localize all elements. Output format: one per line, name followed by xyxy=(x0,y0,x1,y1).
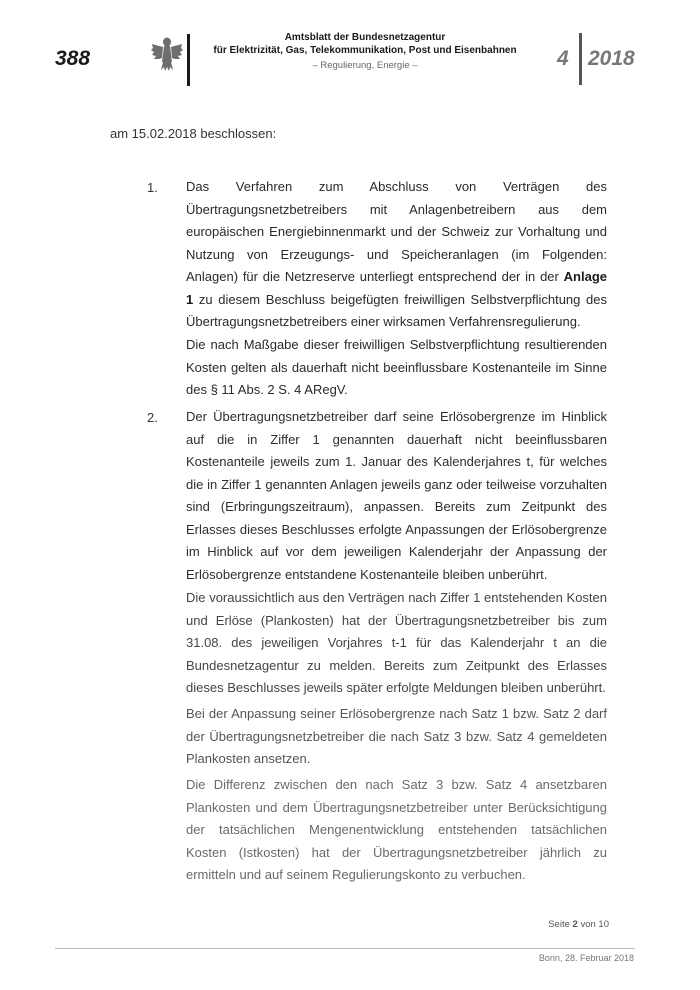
issue-year: 2018 xyxy=(588,47,635,70)
item-2-paragraph-4: Die Differenz zwischen den nach Satz 3 bzw. Satz 4 ansetzbaren Plankosten und dem Übertragungsnetzbetreiber unter Berücksichtigung der tatsächlichen Mengenentwicklung entstehenden tatsächlichen Kosten (Istkosten) hat der Übertragungsnetzbetreiber jährlich zu ermitteln und auf seinem Regulierungskonto zu verbuchen. xyxy=(186,777,607,882)
item-number-2: 2. xyxy=(147,410,158,425)
item-2-paragraph-1: Der Übertragungsnetzbetreiber darf seine Erlösobergrenze im Hinblick auf die in Ziffer 1 genannten dauerhaft nicht beeinflussbaren Kostenanteile jeweils zum 1. Januar des Kalenderjahres t, für welches die in Ziffer 1 genannten Anlagen jeweils ganz oder teilweise vorzuhalten sind (Erbringungszeitraum), anpassen. Bereits zum Zeitpunkt des Erlasses dieses Beschlusses erfolgte Anpassungen der Erlösobergrenze im Hinblick auf vor dem jeweiligen Kalenderjahr der Anpassung der Erlösobergrenze entstandene Kostenanteile bleiben unberührt. xyxy=(186,409,607,582)
item-1-paragraph-1: Das Verfahren zum Abschluss von Verträgen des Übertragungsnetzbetreibers mit Anlagenbetreibern aus dem europäischen Energiebinnenmarkt und der Schweiz zur Vorhaltung und Nutzung von Erzeugungs- und Speicheranlagen (im Folgenden: Anlagen) für die Netzreserve unterliegt entsprechend der in der Anlage 1 zu diesem Beschluss beigefügten freiwilligen Selbstverpflichtung des Übertragungsnetzbetreibers einer wirksamen Verfahrensregulierung. xyxy=(186,179,607,329)
publication-subtitle: – Regulierung, Energie – xyxy=(312,60,418,71)
page-indicator: Seite 2 von 10 xyxy=(548,919,609,930)
header-divider xyxy=(187,34,190,86)
item-2-paragraph-3: Bei der Anpassung seiner Erlösobergrenze nach Satz 1 bzw. Satz 2 darf der Übertragungsnetzbetreiber die nach Satz 3 bzw. Satz 4 gemeldeten Plankosten ansetzen. xyxy=(186,706,607,766)
publication-title-line1: Amtsblatt der Bundesnetzagentur xyxy=(284,32,446,43)
publication-date: Bonn, 28. Februar 2018 xyxy=(538,953,634,963)
current-page: 2 xyxy=(572,919,578,930)
intro-text: am 15.02.2018 beschlossen: xyxy=(110,126,277,141)
item-number-1: 1. xyxy=(147,180,158,195)
issue-number: 4 xyxy=(557,47,569,70)
item-2-paragraph-2: Die voraussichtlich aus den Verträgen nach Ziffer 1 entstehenden Kosten und Erlöse (Plankosten) hat der Übertragungsnetzbetreiber bis zum 31.08. des jeweiligen Vorjahres t-1 für das Kalenderjahr t an die Bundesnetzagentur zu melden. Bereits zum Zeitpunkt des Erlasses dieses Beschlusses jeweils später erfolgte Meldungen bleiben unberührt. xyxy=(186,590,607,695)
publication-title-line2: für Elektrizität, Gas, Telekommunikation, Post und Eisenbahnen xyxy=(213,45,517,56)
annex-reference: Anlage 1 xyxy=(186,269,607,307)
publication-title xyxy=(210,31,520,57)
item-1-paragraph-2: Die nach Maßgabe dieser freiwilligen Selbstverpflichtung resultierenden Kosten gelten als dauerhaft nicht beeinflussbare Kostenanteile im Sinne des § 11 Abs. 2 S. 4 ARegV. xyxy=(186,337,607,397)
page-number: 388 xyxy=(55,47,91,70)
federal-eagle-icon xyxy=(150,32,184,74)
issue-divider xyxy=(579,33,582,85)
footer-divider xyxy=(55,948,635,949)
